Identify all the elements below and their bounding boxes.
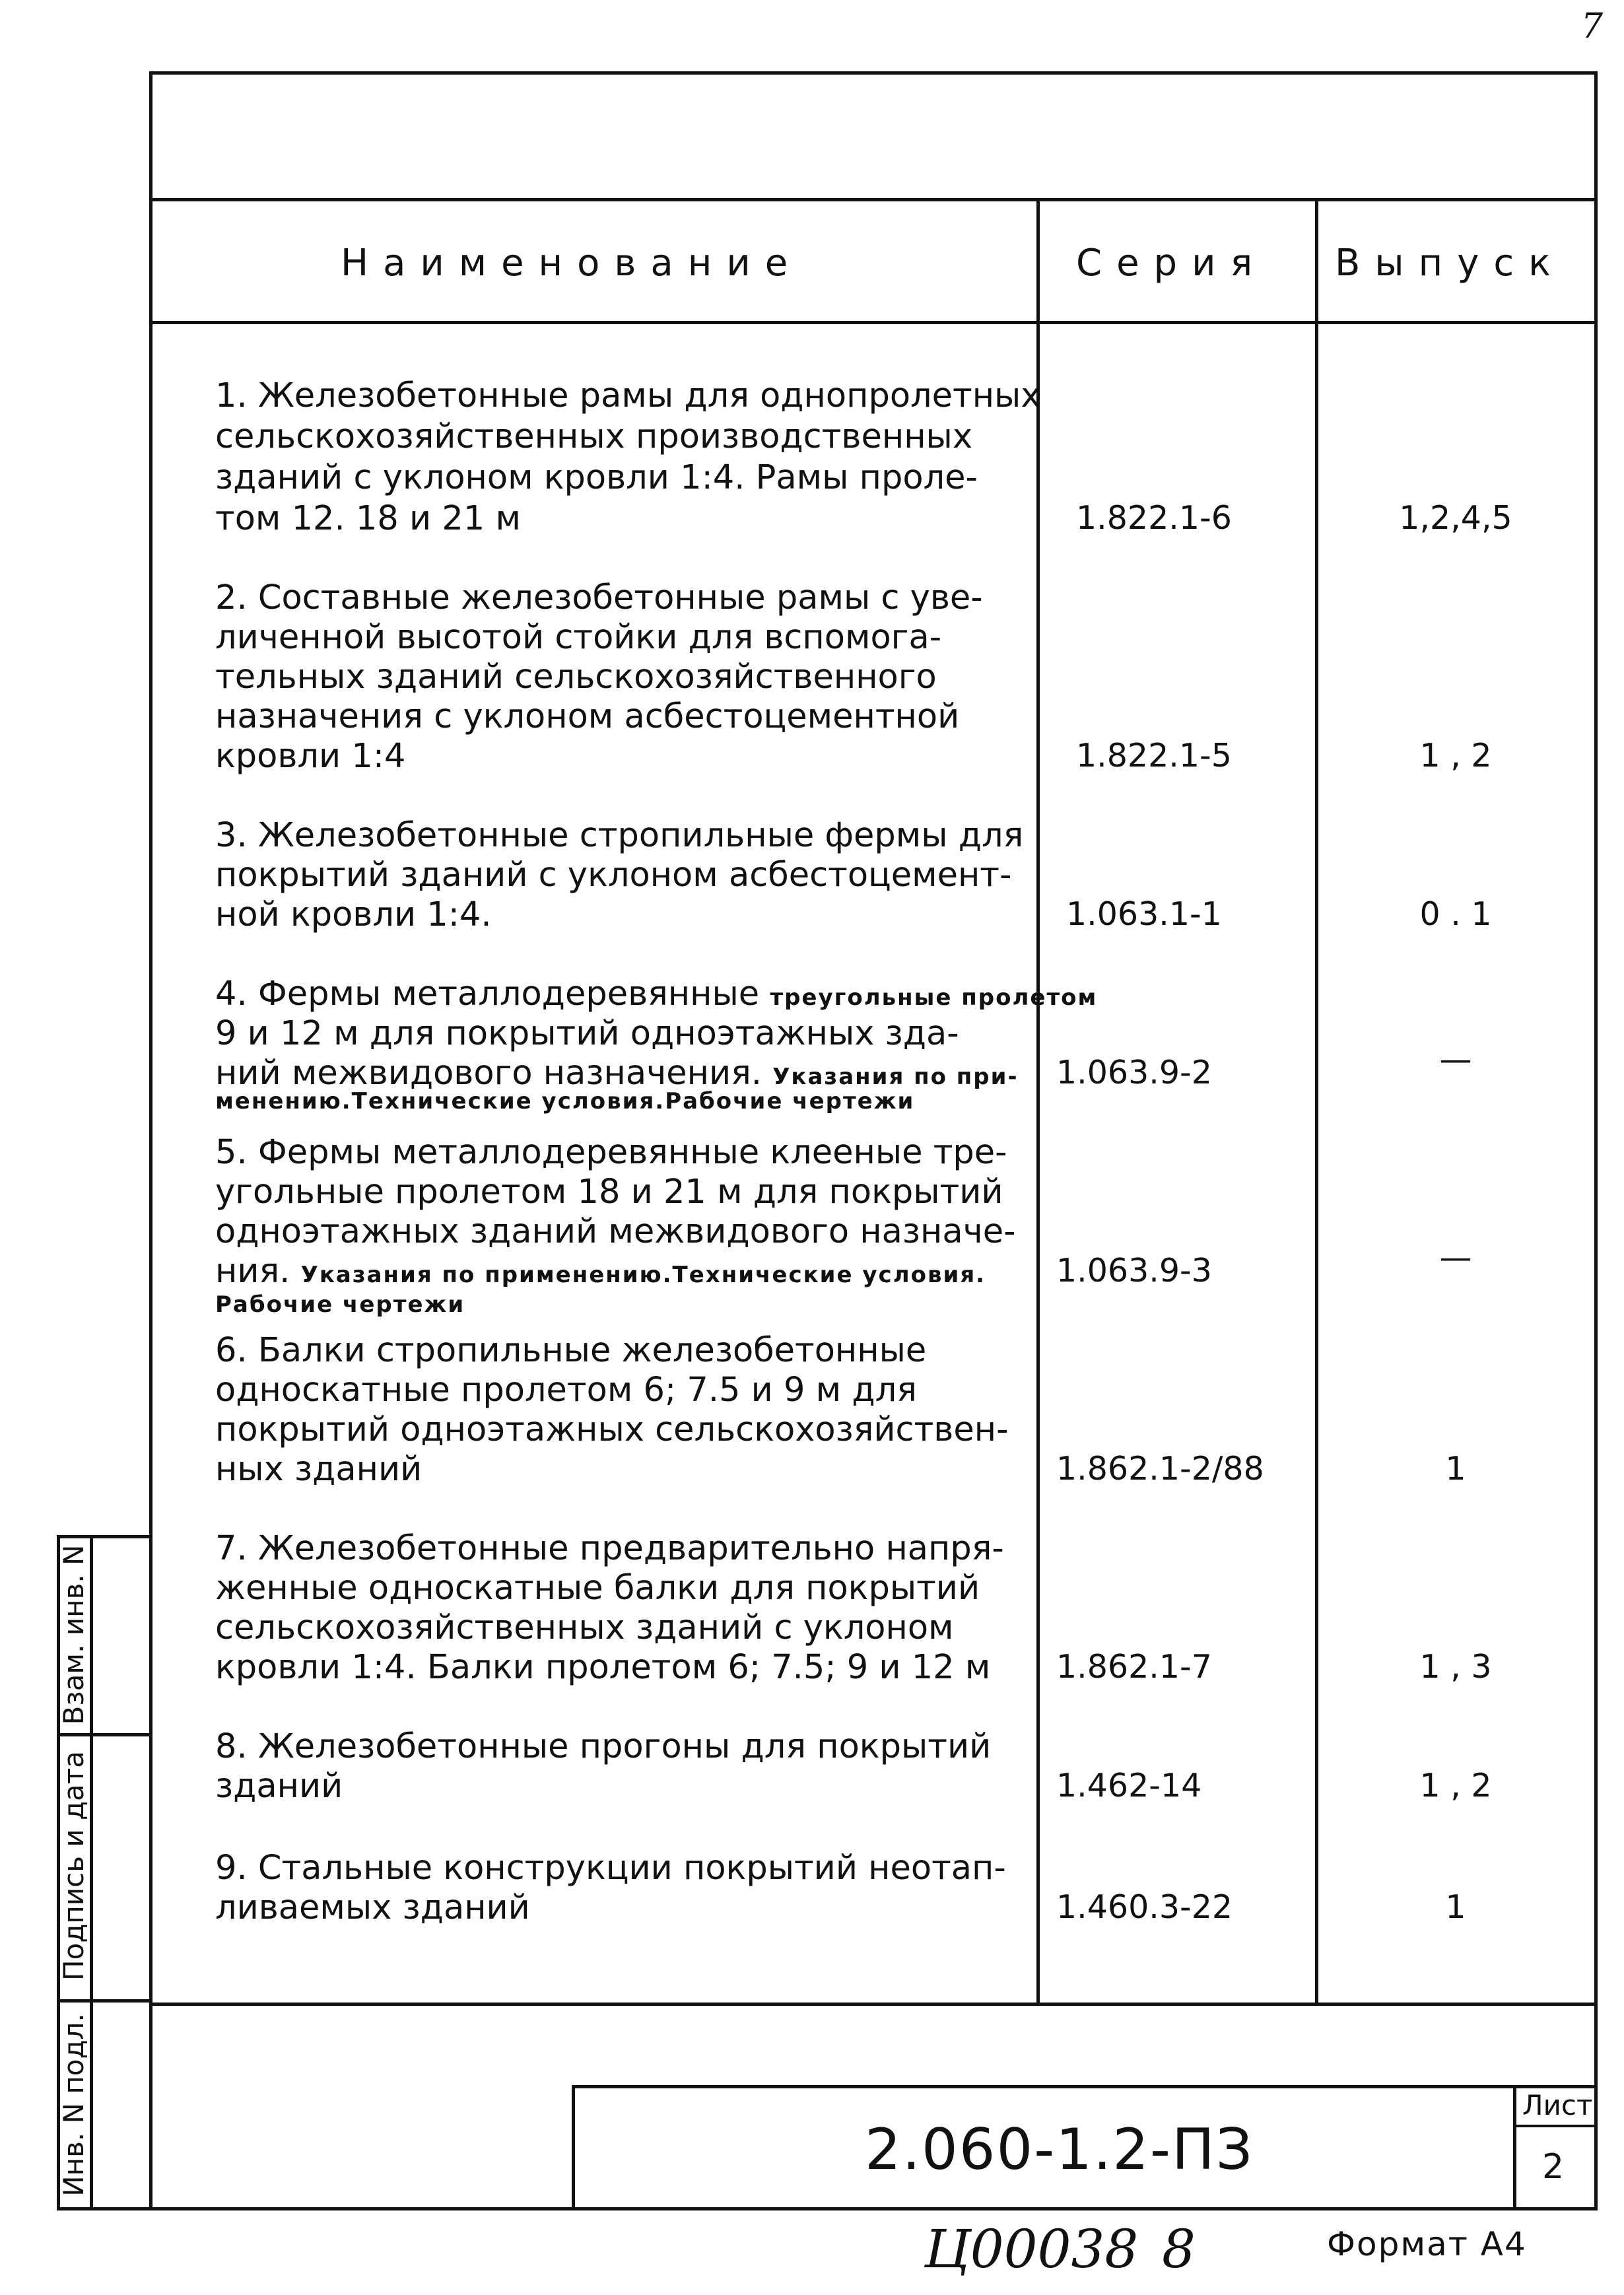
frame-bottom — [59, 2207, 1598, 2210]
format-label: Формат А4 — [1327, 2225, 1527, 2263]
row5-name-line — [215, 1252, 986, 1291]
row1-series: 1.822.1-6 — [1076, 499, 1232, 537]
header-name: Наименование — [341, 242, 803, 285]
row6-issue: 1 — [1445, 1450, 1466, 1488]
header-issue: Выпуск — [1335, 242, 1565, 285]
sheet-label: Лист — [1522, 2089, 1593, 2121]
row2-name-line: личенной высотой стойки для вспомога- — [215, 618, 942, 657]
row9-name-line: 9. Стальные конструкции покрытий неотап- — [215, 1849, 1006, 1888]
row5-issue: — — [1439, 1239, 1472, 1276]
row3-series: 1.063.1-1 — [1066, 895, 1222, 933]
side-stamp-inv-orig: Инв. N подл. — [57, 2013, 90, 2197]
row3-name-line: покрытий зданий с уклоном асбестоцемент- — [215, 856, 1012, 895]
page-number-top: 7 — [1581, 7, 1604, 46]
row4-name-line — [215, 975, 1097, 1013]
row1-name-line: сельскохозяйственных производственных — [215, 417, 973, 456]
row6-series: 1.862.1-2/88 — [1056, 1450, 1264, 1488]
row4-name-small: треугольные пролетом — [770, 984, 1098, 1011]
row7-name-line: женные односкатные балки для покрытий — [215, 1569, 980, 1608]
doc-code: 2.060-1.2-ПЗ — [865, 2117, 1254, 2183]
row7-issue: 1 , 3 — [1419, 1648, 1492, 1686]
row3-issue: 0 . 1 — [1419, 895, 1492, 933]
sheet-number: 2 — [1542, 2147, 1565, 2187]
row4-issue: — — [1439, 1041, 1472, 1078]
row7-series: 1.862.1-7 — [1056, 1648, 1212, 1686]
row4-series: 1.063.9-2 — [1056, 1054, 1212, 1091]
row1-name-line: зданий с уклоном кровли 1:4. Рамы проле- — [215, 458, 978, 497]
row2-issue: 1 , 2 — [1419, 737, 1492, 774]
row1-name-line: том 12. 18 и 21 м — [215, 499, 521, 538]
sheet-box-mid — [1513, 2125, 1598, 2127]
row6-name-line: односкатные пролетом 6; 7.5 и 9 м для — [215, 1371, 917, 1410]
sheet-box-left — [1513, 2085, 1516, 2210]
row9-series: 1.460.3-22 — [1056, 1888, 1233, 1926]
title-block-left — [572, 2085, 575, 2210]
row2-name-line: назначения с уклоном асбестоцементной — [215, 697, 960, 736]
row9-name-line: ливаемых зданий — [215, 1888, 530, 1927]
side-stamp-inv-replace: Взам. инв. N — [57, 1544, 90, 1725]
handwritten-number: 8 — [1162, 2218, 1196, 2280]
row4-name-line — [215, 1054, 1019, 1093]
row7-name-line: сельскохозяйственных зданий с уклоном — [215, 1608, 954, 1647]
row5-name-small: Указания по применению.Технические условия. — [300, 1262, 986, 1288]
row3-name-line: 3. Железобетонные стропильные фермы для — [215, 816, 1024, 855]
row5-name-line: угольные пролетом 18 и 21 м для покрытий — [215, 1173, 1003, 1212]
header-top-line — [151, 198, 1598, 201]
frame-top — [151, 71, 1598, 75]
row5-name-line: одноэтажных зданий межвидового назначе- — [215, 1212, 1016, 1251]
row7-name-line: кровли 1:4. Балки пролетом 6; 7.5; 9 и 12 м — [215, 1648, 991, 1687]
row1-name-line: 1. Железобетонные рамы для однопролетных — [215, 376, 1041, 415]
row8-issue: 1 , 2 — [1419, 1767, 1492, 1804]
row4-name-line: 9 и 12 м для покрытий одноэтажных зда- — [215, 1014, 959, 1053]
row8-name-line: 8. Железобетонные прогоны для покрытий — [215, 1727, 992, 1766]
row4-name-small: Указания по при- — [772, 1064, 1019, 1090]
row5-series: 1.063.9-3 — [1056, 1252, 1212, 1289]
row1-issue: 1,2,4,5 — [1399, 499, 1512, 537]
row2-name-line: тельных зданий сельскохозяйственного — [215, 658, 937, 697]
row3-name-line: ной кровли 1:4. — [215, 895, 492, 934]
row8-name-line: зданий — [215, 1767, 343, 1806]
header-series: Серия — [1076, 242, 1268, 285]
row2-name-line: кровли 1:4 — [215, 737, 406, 776]
table-bottom-line — [151, 2003, 1598, 2006]
row5-name-line: Рабочие чертежи — [215, 1291, 465, 1318]
row2-name-line: 2. Составные железобетонные рамы с уве- — [215, 578, 983, 617]
row9-issue: 1 — [1445, 1888, 1466, 1926]
row4-name-main: 4. Фермы металлодеревянные — [215, 975, 760, 1013]
col-sep-name-series — [1036, 198, 1040, 2004]
row7-name-line: 7. Железобетонные предварительно напря- — [215, 1529, 1004, 1568]
row6-name-line: ных зданий — [215, 1450, 423, 1489]
row6-name-line: покрытий одноэтажных сельскохозяйствен- — [215, 1410, 1009, 1449]
row4-name-line: менению.Технические условия.Рабочие чертежи — [215, 1088, 915, 1114]
handwritten-code: Ц00038 — [924, 2218, 1139, 2280]
col-sep-series-issue — [1315, 198, 1318, 2004]
row5-name-line: 5. Фермы металлодеревянные клееные тре- — [215, 1133, 1007, 1172]
side-stamp-divider — [90, 1535, 93, 2210]
side-stamp-sign-date: Подпись и дата — [57, 1751, 90, 1981]
row2-series: 1.822.1-5 — [1076, 737, 1232, 774]
row6-name-line: 6. Балки стропильные железобетонные — [215, 1331, 927, 1370]
row5-name-main: ния. — [215, 1252, 290, 1291]
row4-name-main: ний межвидового назначения. — [215, 1054, 762, 1093]
row8-series: 1.462-14 — [1056, 1767, 1202, 1804]
frame-left — [149, 71, 152, 2210]
title-block-top — [573, 2085, 1598, 2088]
header-bottom-line — [151, 321, 1598, 324]
